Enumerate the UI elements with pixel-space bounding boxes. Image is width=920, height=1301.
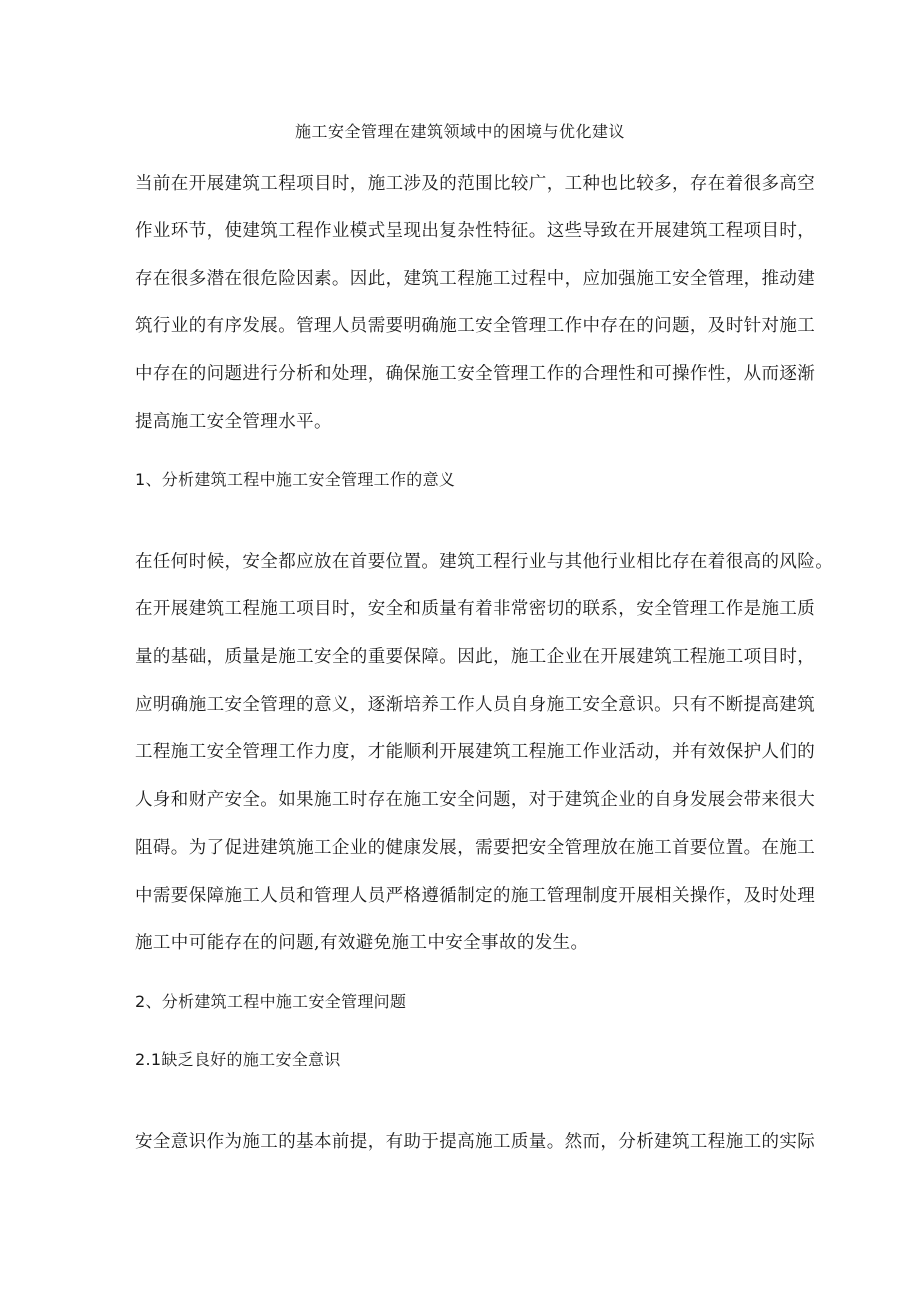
paragraph-2-line-5: 工程施工安全管理工作力度，才能顺利开展建筑工程施工作业活动，并有效保护人们的 <box>135 742 816 762</box>
paragraph-2-line-6: 人身和财产安全。如果施工时存在施工安全问题，对于建筑企业的自身发展会带来很大 <box>135 790 816 810</box>
section-heading-2: 2、分析建筑工程中施工安全管理问题 <box>135 992 407 1011</box>
paragraph-2-line-7: 阻碍。为了促进建筑施工企业的健康发展，需要把安全管理放在施工首要位置。在施工 <box>135 838 816 858</box>
paragraph-3-line-1: 安全意识作为施工的基本前提，有助于提高施工质量。然而，分析建筑工程施工的实际 <box>135 1132 816 1152</box>
paragraph-2-line-4: 应明确施工安全管理的意义，逐渐培养工作人员自身施工安全意识。只有不断提高建筑 <box>135 695 816 715</box>
paragraph-1-line-6: 提高施工安全管理水平。 <box>135 412 332 432</box>
paragraph-2-line-1: 在任何时候，安全都应放在首要位置。建筑工程行业与其他行业相比存在着很高的风险。 <box>135 552 834 572</box>
paragraph-2-line-2: 在开展建筑工程施工项目时，安全和质量有着非常密切的联系，安全管理工作是施工质 <box>135 599 816 619</box>
section-heading-1: 1、分析建筑工程中施工安全管理工作的意义 <box>135 470 456 489</box>
document-title: 施工安全管理在建筑领域中的困境与优化建议 <box>294 122 625 141</box>
paragraph-2-line-3: 量的基础，质量是施工安全的重要保障。因此，施工企业在开展建筑工程施工项目时， <box>135 647 816 667</box>
subsection-heading-2-1: 2.1缺乏良好的施工安全意识 <box>135 1050 341 1069</box>
paragraph-1-line-4: 筑行业的有序发展。管理人员需要明确施工安全管理工作中存在的问题，及时针对施工 <box>135 316 816 336</box>
paragraph-1-line-3: 存在很多潜在很危险因素。因此，建筑工程施工过程中，应加强施工安全管理，推动建 <box>135 269 816 289</box>
paragraph-2-line-8: 中需要保障施工人员和管理人员严格遵循制定的施工管理制度开展相关操作，及时处理 <box>135 886 816 906</box>
paragraph-1-line-2: 作业环节，使建筑工程作业模式呈现出复杂性特征。这些导致在开展建筑工程项目时， <box>135 221 816 241</box>
paragraph-1-line-5: 中存在的问题进行分析和处理，确保施工安全管理工作的合理性和可操作性，从而逐渐 <box>135 364 816 384</box>
paragraph-1-line-1: 当前在开展建筑工程项目时，施工涉及的范围比较广，工种也比较多，存在着很多高空 <box>135 174 816 194</box>
paragraph-2-line-9: 施工中可能存在的问题,有效避免施工中安全事故的发生。 <box>135 933 589 953</box>
